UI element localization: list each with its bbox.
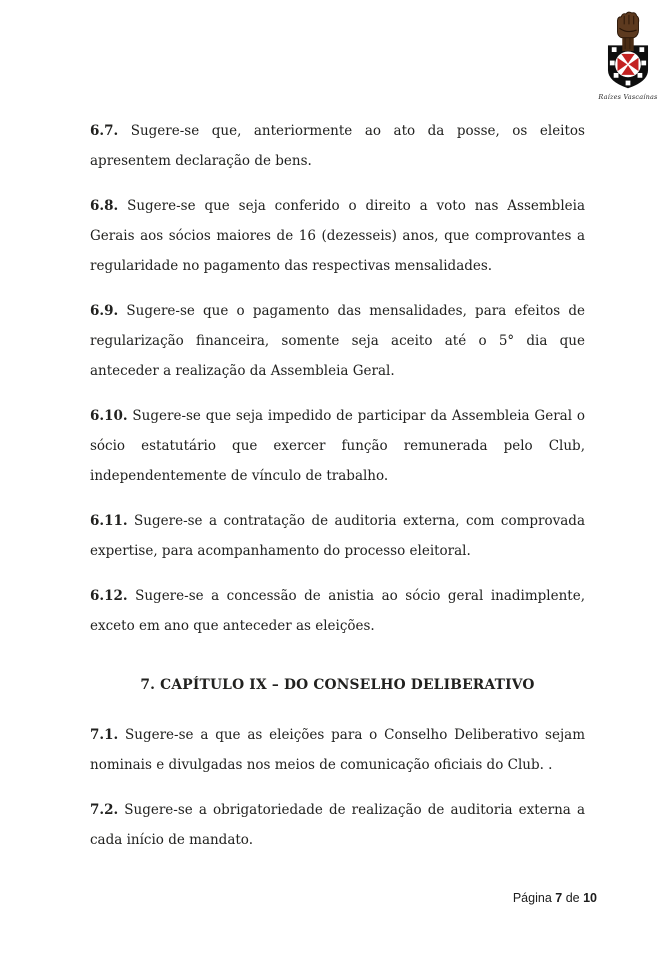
item-text: Sugere-se a contratação de auditoria externa, com comprovada expertise, para acompanhamento do processo eleitoral. bbox=[90, 513, 585, 559]
item-number: 6.11. bbox=[90, 513, 128, 529]
paragraph-7-1 bbox=[90, 720, 585, 780]
club-crest-logo bbox=[594, 11, 662, 101]
item-number: 7.1. bbox=[90, 727, 119, 743]
logo-caption: Raízes Vascaínas bbox=[598, 93, 658, 101]
shield-cross-icon bbox=[608, 34, 648, 88]
item-text: Sugere-se que, anteriormente ao ato da posse, os eleitos apresentem declaração de bens. bbox=[90, 123, 585, 169]
item-number: 6.12. bbox=[90, 588, 128, 604]
raised-fist-shield-icon bbox=[597, 11, 659, 93]
item-text: Sugere-se que seja conferido o direito a voto nas Assembleia Gerais aos sócios maiores de 16 (dezesseis) anos, que comprovantes a regularidade no pagamento das respectivas mensalidades. bbox=[90, 198, 585, 274]
footer-label: Página bbox=[512, 891, 552, 905]
chapter-heading: 7. CAPÍTULO IX – DO CONSELHO DELIBERATIVO bbox=[140, 677, 535, 693]
paragraph-6-7 bbox=[90, 116, 585, 176]
item-number: 6.9. bbox=[90, 303, 119, 319]
item-number: 6.7. bbox=[90, 123, 119, 139]
paragraph-6-10 bbox=[90, 401, 585, 491]
document-body bbox=[90, 116, 585, 870]
paragraph-6-12 bbox=[90, 581, 585, 641]
paragraph-7-2 bbox=[90, 795, 585, 855]
item-number: 6.10. bbox=[90, 408, 128, 424]
footer-total-pages: 10 bbox=[583, 891, 597, 905]
item-text: Sugere-se a obrigatoriedade de realização de auditoria externa a cada início de mandato. bbox=[90, 802, 585, 848]
item-text: Sugere-se a que as eleições para o Conselho Deliberativo sejam nominais e divulgadas nos meios de comunicação oficiais do Club. . bbox=[90, 727, 586, 773]
item-text: Sugere-se que o pagamento das mensalidades, para efeitos de regularização financeira, somente seja aceito até o 5° dia que anteceder a realização da Assembleia Geral. bbox=[90, 303, 585, 379]
raised-fist-icon bbox=[618, 12, 639, 38]
paragraph-6-8 bbox=[90, 191, 585, 281]
footer-current-page: 7 bbox=[555, 891, 563, 905]
page-number-footer bbox=[513, 891, 597, 905]
item-number: 6.8. bbox=[90, 198, 119, 214]
footer-separator: de bbox=[565, 891, 580, 905]
paragraph-6-9 bbox=[90, 296, 585, 386]
item-text: Sugere-se a concessão de anistia ao sócio geral inadimplente, exceto em ano que anteceder as eleições. bbox=[90, 588, 585, 634]
item-text: Sugere-se que seja impedido de participar da Assembleia Geral o sócio estatutário que exercer função remunerada pelo Club, independentemente de vínculo de trabalho. bbox=[90, 408, 585, 484]
paragraph-6-11 bbox=[90, 506, 585, 566]
item-number: 7.2. bbox=[90, 802, 119, 818]
